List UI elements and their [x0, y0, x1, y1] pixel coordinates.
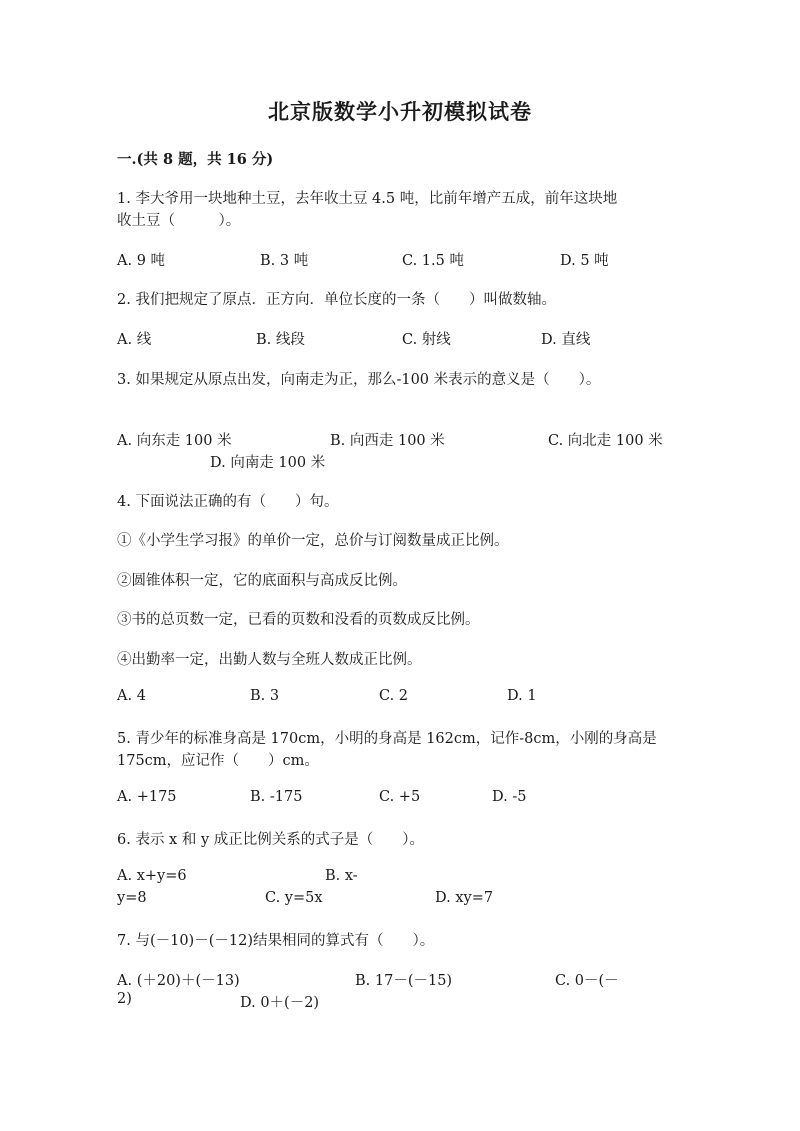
question-7-option-a: A. (＋20)＋(－13) — [117, 973, 240, 989]
question-1-option-a: A. 9 吨 — [117, 253, 166, 269]
question-7-option-d: D. 0＋(－2) — [240, 995, 320, 1011]
question-7-option-c-part-1: C. 0－(－ — [555, 973, 619, 989]
question-6-option-a: A. x+y=6 — [117, 868, 187, 884]
question-4-statement-3: ③书的总页数一定，已看的页数和没看的页数成反比例。 — [117, 612, 480, 628]
question-7-line-1: 7. 与(－10)－(－12)结果相同的算式有（ ）。 — [117, 933, 435, 949]
question-4-statement-1: ①《小学生学习报》的单价一定，总价与订阅数量成正比例。 — [117, 533, 509, 549]
question-4-option-d: D. 1 — [507, 688, 537, 704]
question-4-option-a: A. 4 — [117, 688, 146, 704]
question-5-line-2: 175cm，应记作（ ）cm。 — [117, 753, 319, 769]
question-3-option-a: A. 向东走 100 米 — [117, 433, 232, 449]
question-1-option-c: C. 1.5 吨 — [402, 253, 464, 269]
question-6-option-b-part-1: B. x- — [325, 868, 358, 884]
question-1-line-2: 收土豆（ ）。 — [117, 213, 241, 229]
question-7-option-b: B. 17－(－15) — [355, 973, 453, 989]
question-1-line-1: 1. 李大爷用一块地种土豆，去年收土豆 4.5 吨，比前年增产五成，前年这块地 — [117, 191, 618, 207]
question-2-option-c: C. 射线 — [402, 332, 451, 348]
question-3-option-d: D. 向南走 100 米 — [210, 455, 326, 471]
question-4-option-c: C. 2 — [379, 688, 409, 704]
question-5-line-1: 5. 青少年的标准身高是 170cm，小明的身高是 162cm，记作-8cm，小刚的身高是 — [117, 731, 657, 747]
question-4-option-b: B. 3 — [250, 688, 280, 704]
question-6-line-1: 6. 表示 x 和 y 成正比例关系的式子是（ ）。 — [117, 832, 424, 848]
question-2-option-b: B. 线段 — [256, 332, 305, 348]
question-4-line-1: 4. 下面说法正确的有（ ）句。 — [117, 494, 339, 510]
question-7-option-c-part-2: 2) — [117, 991, 132, 1007]
question-6-option-d: D. xy=7 — [435, 890, 494, 906]
question-3-option-b: B. 向西走 100 米 — [330, 433, 445, 449]
question-5-option-b: B. -175 — [250, 789, 303, 805]
question-5-option-c: C. +5 — [379, 789, 421, 805]
question-4-statement-2: ②圆锥体积一定，它的底面积与高成反比例。 — [117, 573, 407, 589]
question-4-statement-4: ④出勤率一定，出勤人数与全班人数成正比例。 — [117, 652, 422, 668]
section-heading: 一.(共 8 题，共 16 分) — [117, 151, 274, 168]
question-5-option-a: A. +175 — [117, 789, 177, 805]
question-5-option-d: D. -5 — [492, 789, 527, 805]
question-1-option-d: D. 5 吨 — [560, 253, 609, 269]
question-1-option-b: B. 3 吨 — [260, 253, 309, 269]
question-3-option-c: C. 向北走 100 米 — [548, 433, 663, 449]
question-6-option-b-part-2: y=8 — [117, 890, 147, 906]
question-6-option-c: C. y=5x — [265, 890, 323, 906]
question-3-line-1: 3. 如果规定从原点出发，向南走为正，那么-100 米表示的意义是（ ）。 — [117, 372, 601, 388]
question-2-line-1: 2. 我们把规定了原点．正方向．单位长度的一条（ ）叫做数轴。 — [117, 292, 556, 308]
exam-title: 北京版数学小升初模拟试卷 — [268, 99, 532, 124]
question-2-option-a: A. 线 — [117, 332, 152, 348]
question-2-option-d: D. 直线 — [541, 332, 591, 348]
